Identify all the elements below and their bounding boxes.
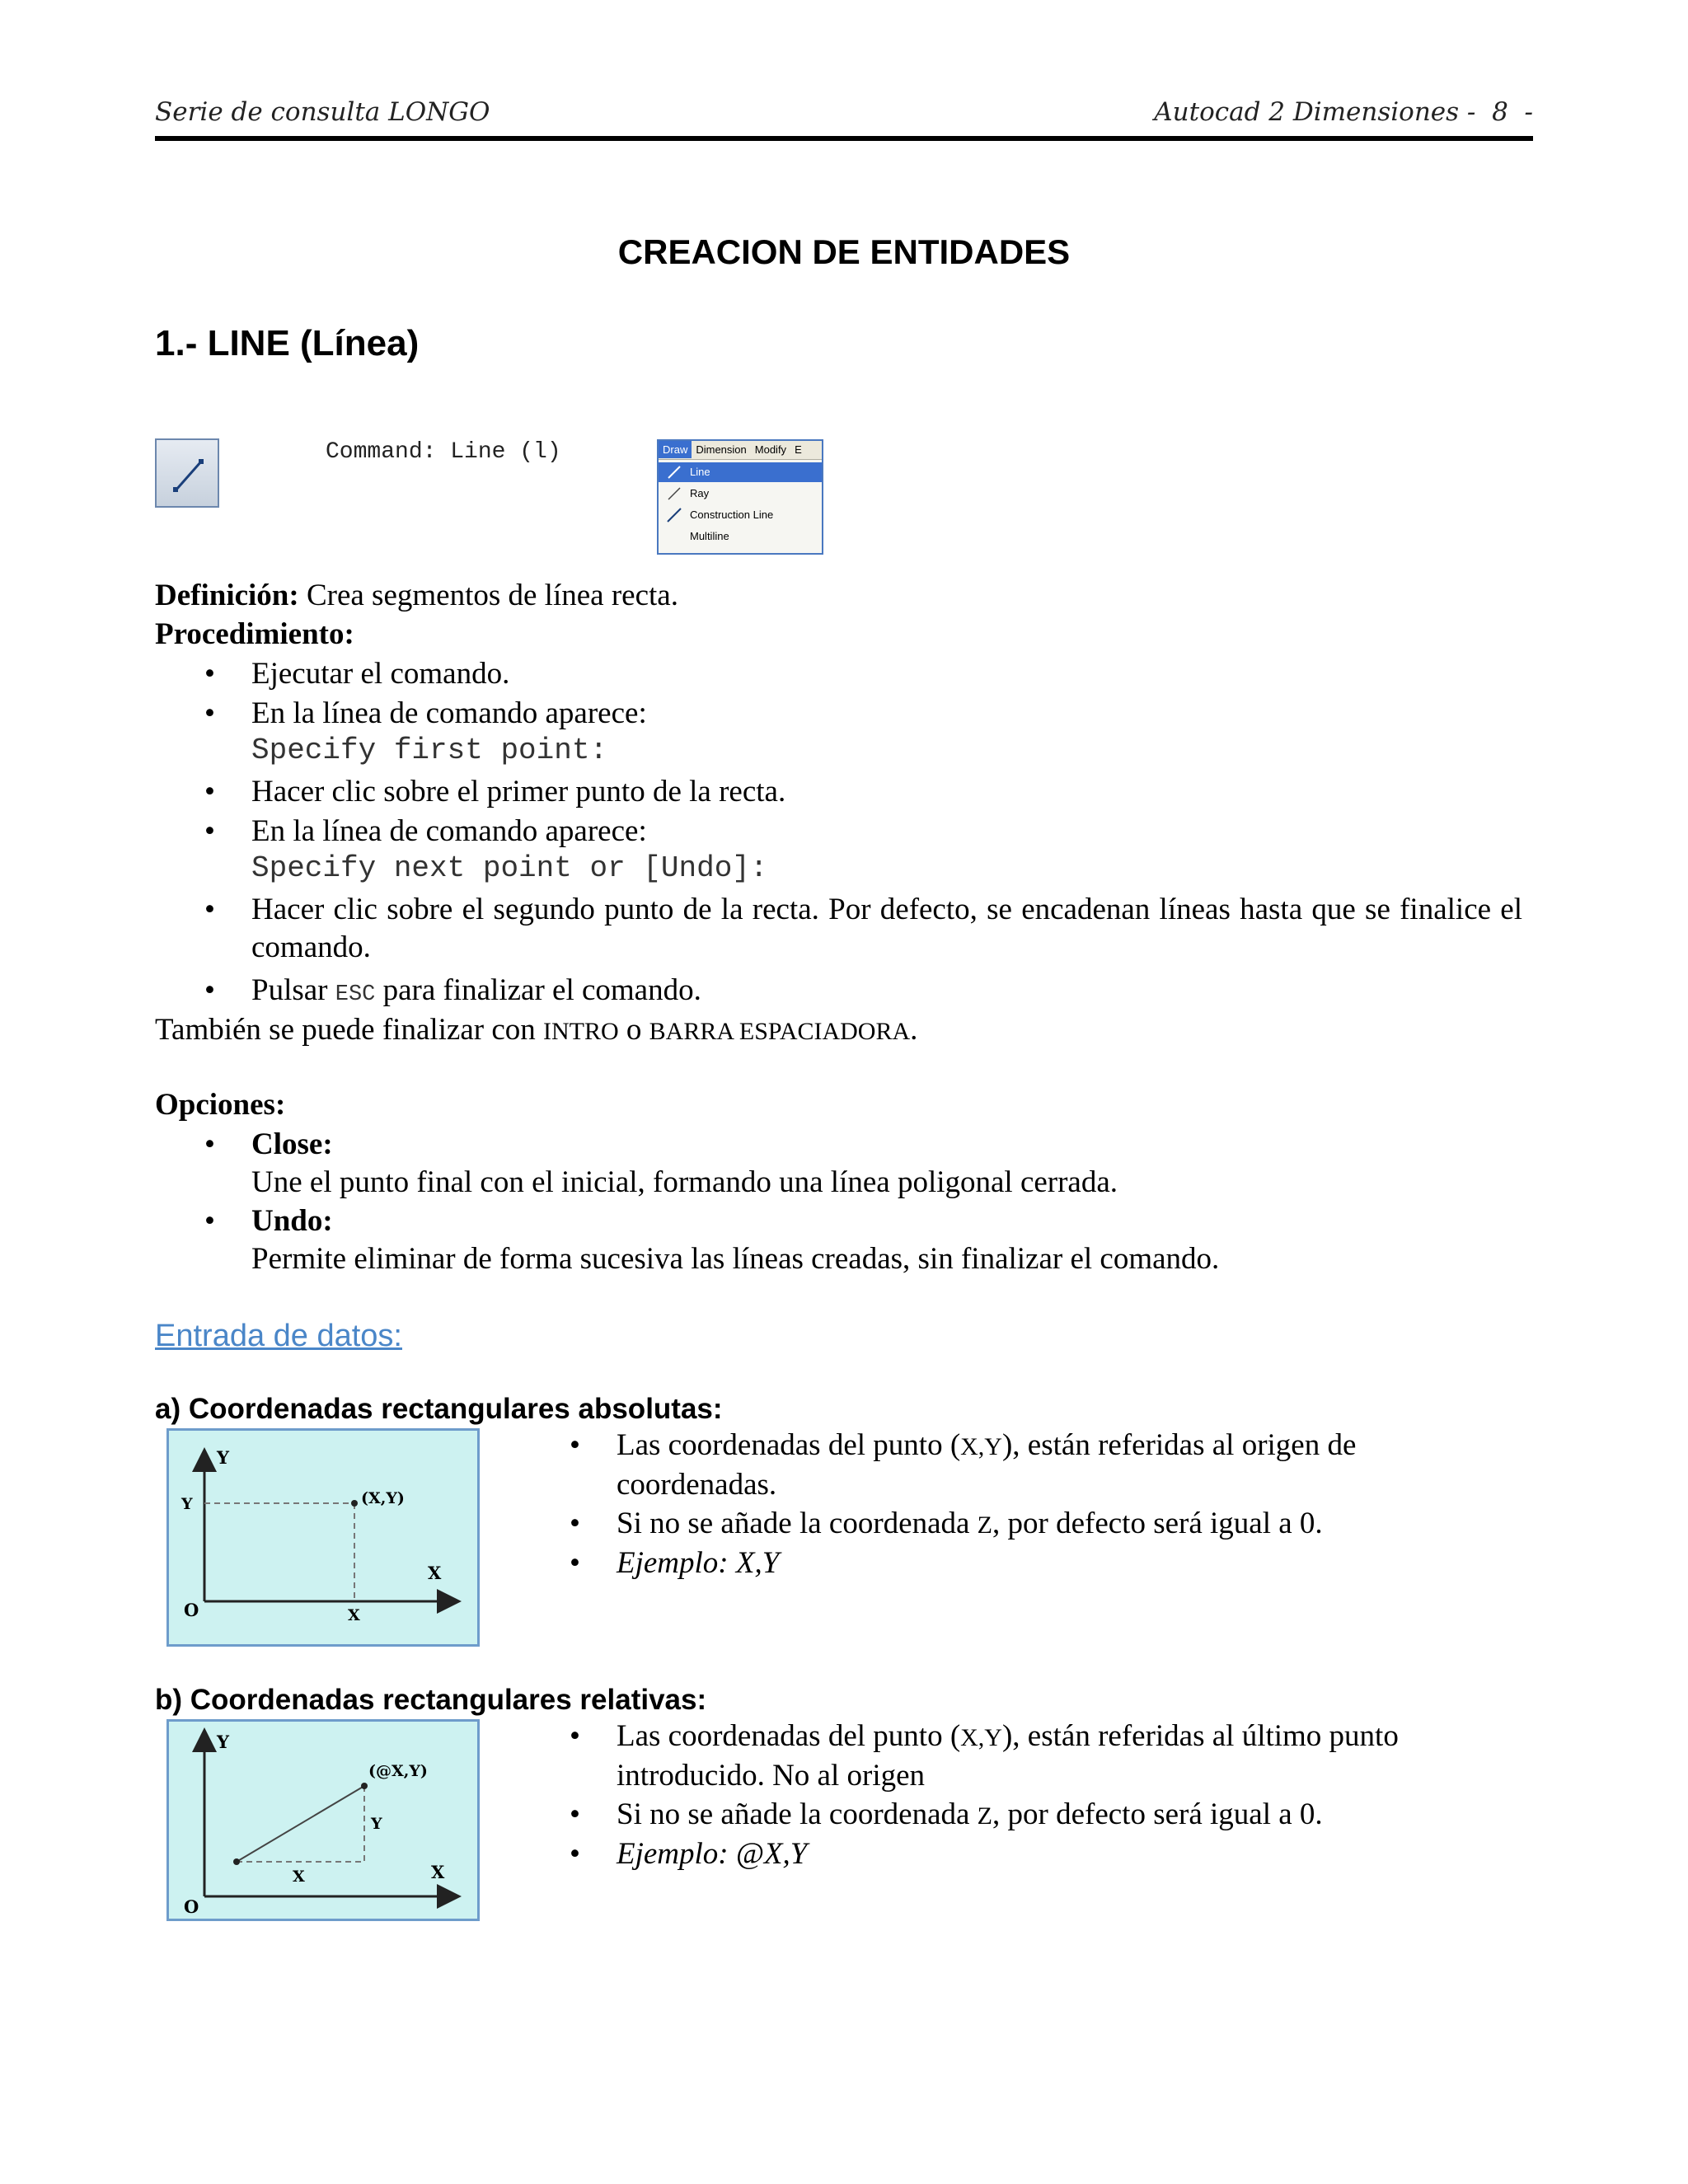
list-item: • Ejemplo: X,Y xyxy=(570,1546,780,1580)
rel-b1-post: ), están referidas al último punto introducido. No al origen xyxy=(617,1719,1399,1793)
rel-b1-key: X,Y xyxy=(960,1724,1002,1751)
command-text: Command: Line (l) xyxy=(326,439,561,465)
menu-draw[interactable]: Draw xyxy=(659,441,692,458)
list-item: • Las coordenadas del punto (X,Y), están referidas al origen de coordenadas. xyxy=(570,1428,1357,1502)
definition-text: Crea segmentos de línea recta. xyxy=(298,579,678,612)
menu-item-line[interactable] xyxy=(659,462,822,482)
option-close-label: Close: xyxy=(251,1127,333,1161)
procedure-step-2: En la línea de comando aparece: xyxy=(251,696,647,730)
menu-item-multiline-label: Multiline xyxy=(690,530,729,542)
procedure-step-6-post: para finalizar el comando. xyxy=(375,973,701,1007)
prompt-next-point: Specify next point or [Undo]: xyxy=(251,851,768,885)
abs-coordinates-figure xyxy=(166,1428,480,1647)
options-label xyxy=(155,1086,285,1124)
list-item: • Ejemplo: @X,Y xyxy=(570,1837,808,1871)
fig-y-axis-label: Y xyxy=(217,1732,229,1752)
line-tool-button[interactable] xyxy=(155,438,219,508)
abs-b1-post: ), están referidas al origen de coordenadas. xyxy=(617,1428,1357,1502)
rel-heading: b) Coordenadas rectangulares relativas: xyxy=(155,1684,707,1716)
line-tool-icon xyxy=(157,440,221,509)
fig-dy-label: Y xyxy=(371,1815,382,1833)
rel-b2-post: , por defecto será igual a 0. xyxy=(992,1797,1323,1831)
also-finish-note xyxy=(155,1011,917,1051)
abs-heading: a) Coordenadas rectangulares absolutas: xyxy=(155,1393,723,1425)
menu-modify[interactable]: Modify xyxy=(754,443,787,456)
point-marker xyxy=(351,1500,358,1507)
menu-bar xyxy=(659,441,822,460)
rel-diagram xyxy=(169,1722,477,1919)
draw-menu xyxy=(657,439,823,555)
abs-b1-key: X,Y xyxy=(960,1433,1002,1460)
abs-example: Ejemplo: X,Y xyxy=(617,1546,780,1580)
procedure-step-4: En la línea de comando aparece: xyxy=(251,814,647,848)
space-key: BARRA ESPACIADORA xyxy=(649,1018,911,1045)
menu-item-construction-line-label: Construction Line xyxy=(690,509,774,521)
rel-b2-pre: Si no se añade la coordenada xyxy=(617,1797,978,1831)
menu-dimension[interactable]: Dimension xyxy=(696,443,747,456)
fig-origin-label: O xyxy=(184,1896,199,1917)
abs-b2-post: , por defecto será igual a 0. xyxy=(992,1507,1323,1540)
also-post: . xyxy=(910,1013,918,1047)
list-item: • Hacer clic sobre el segundo punto de la recta. Por defecto, se encadenan líneas hasta que se finalice el comando. xyxy=(204,893,1522,964)
line-icon xyxy=(667,465,682,480)
rel-example: Ejemplo: @X,Y xyxy=(617,1837,808,1871)
definition-label: Definición: xyxy=(155,579,299,612)
menu-item-ray-label: Ray xyxy=(690,487,710,499)
intro-key: INTRO xyxy=(543,1018,619,1045)
page-title: CREACION DE ENTIDADES xyxy=(617,232,1071,271)
list-item: • En la línea de comando aparece: xyxy=(204,696,647,730)
prompt-first-point: Specify first point: xyxy=(251,733,608,767)
menu-more[interactable]: E xyxy=(795,443,802,456)
fig-point-label: (@X,Y) xyxy=(368,1762,428,1780)
procedure-step-6-pre: Pulsar xyxy=(251,973,335,1007)
fig-point-label: (X,Y) xyxy=(361,1489,405,1507)
abs-b1-pre: Las coordenadas del punto ( xyxy=(617,1428,961,1462)
menu-item-construction-line[interactable] xyxy=(659,505,822,525)
procedure-label-text: Procedimiento: xyxy=(155,617,354,651)
header-rule xyxy=(155,136,1533,141)
procedure-label xyxy=(155,616,354,654)
procedure-step-1: Ejecutar el comando. xyxy=(251,657,510,691)
also-mid: o xyxy=(618,1013,649,1047)
end-point-marker xyxy=(361,1783,368,1789)
definition xyxy=(155,577,678,615)
option-undo-label: Undo: xyxy=(251,1204,333,1238)
fig-x-axis-label: X xyxy=(428,1563,442,1583)
option-close: • Close: xyxy=(204,1127,333,1161)
procedure-step-3: Hacer clic sobre el primer punto de la recta. xyxy=(251,775,786,808)
fig-x-axis-label: X xyxy=(431,1862,445,1882)
data-entry-link[interactable]: Entrada de datos: xyxy=(155,1319,402,1353)
abs-b2-key: Z xyxy=(977,1511,992,1539)
fig-x-tick: X xyxy=(348,1606,360,1624)
menu-item-line-label: Line xyxy=(690,466,710,478)
start-point-marker xyxy=(233,1858,240,1865)
menu-item-multiline[interactable] xyxy=(659,527,822,546)
header-page-info: Autocad 2 Dimensiones - 8 - xyxy=(1154,97,1533,127)
fig-dx-label: X xyxy=(293,1868,305,1886)
list-item: • Si no se añade la coordenada Z, por defecto será igual a 0. xyxy=(570,1797,1323,1831)
abs-diagram xyxy=(169,1431,477,1644)
esc-key: ESC xyxy=(335,982,376,1007)
list-item: • Si no se añade la coordenada Z, por defecto será igual a 0. xyxy=(570,1507,1323,1540)
procedure-step-5: Hacer clic sobre el segundo punto de la recta. Por defecto, se encadenan líneas hasta que se finalice el comando. xyxy=(251,893,1522,964)
options-label-text: Opciones: xyxy=(155,1088,286,1122)
fig-y-axis-label: Y xyxy=(217,1447,229,1468)
list-item: • En la línea de comando aparece: xyxy=(204,814,647,848)
rel-coordinates-figure xyxy=(166,1719,480,1921)
construction-line-icon xyxy=(667,508,682,523)
rel-b1-pre: Las coordenadas del punto ( xyxy=(617,1719,961,1753)
menu-item-ray[interactable] xyxy=(659,484,822,504)
header-series: Serie de consulta LONGO xyxy=(155,97,490,127)
abs-b2-pre: Si no se añade la coordenada xyxy=(617,1507,978,1540)
list-item: • Hacer clic sobre el primer punto de la recta. xyxy=(204,775,786,808)
list-item: • Las coordenadas del punto (X,Y), están referidas al último punto introducido. No al origen xyxy=(570,1719,1399,1793)
list-item: • Ejecutar el comando. xyxy=(204,657,510,691)
rel-b2-key: Z xyxy=(977,1802,992,1830)
list-item: • Pulsar ESC para finalizar el comando. xyxy=(204,973,701,1007)
ray-icon xyxy=(667,486,682,501)
relative-vector xyxy=(237,1786,364,1862)
page-header xyxy=(155,97,1533,138)
also-pre: También se puede finalizar con xyxy=(155,1013,544,1047)
fig-y-tick: Y xyxy=(181,1495,193,1513)
option-undo-text: Permite eliminar de forma sucesiva las líneas creadas, sin finalizar el comando. xyxy=(251,1242,1220,1276)
section-title: 1.- LINE (Línea) xyxy=(155,323,420,363)
fig-origin-label: O xyxy=(184,1600,199,1620)
option-close-text: Une el punto final con el inicial, formando una línea poligonal cerrada. xyxy=(251,1165,1118,1199)
option-undo: • Undo: xyxy=(204,1204,333,1238)
